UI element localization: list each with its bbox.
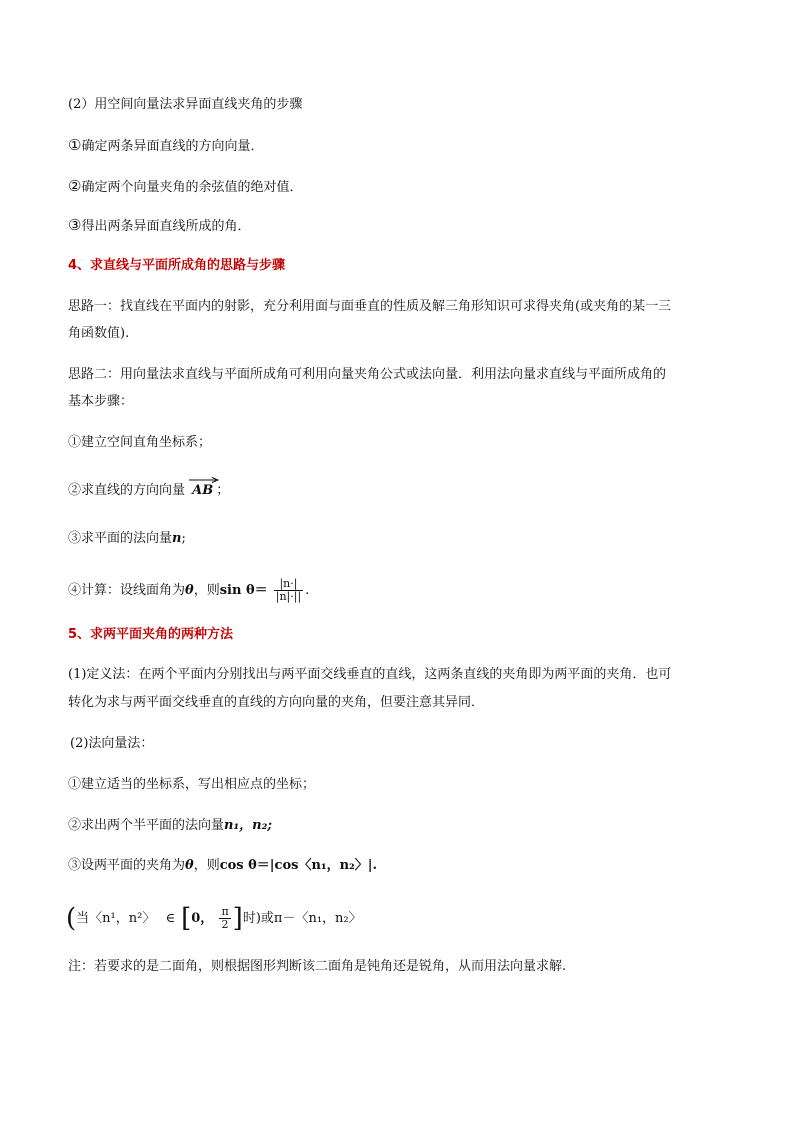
normal-var: n: [172, 531, 182, 546]
step-text: 确定两个向量夹角的余弦值的绝对值．: [81, 180, 303, 195]
step4-3: ③求平面的法向量n;: [68, 531, 186, 546]
def-line2: 转化为求与两平面交线垂直的直线的方向向量的夹角，但要注意其异同．: [68, 695, 485, 710]
section2-step-3: [68, 216, 250, 236]
normal-step-1: ①建立适当的坐标系，写出相应点的坐标；: [68, 777, 316, 792]
normal-method-title: (2)法向量法：: [70, 736, 154, 751]
step-text: 确定两条异面直线的方向向量．: [81, 139, 264, 154]
vector-arrow-icon: [189, 477, 219, 483]
idea2-line2: 基本步骤：: [68, 394, 134, 409]
section2-step-2: [68, 177, 302, 197]
step-marker: ②: [68, 177, 82, 195]
step4-4: ④计算：设线面角为θ，则sin θ＝ $\frac{|n\cdot|}{|n|\cdot||}$ .: [68, 577, 310, 603]
sin-fraction: $\frac{|n\cdot|}{|n|\cdot||}$: [275, 577, 302, 603]
section5-heading: 5、求两平面夹角的两种方法: [68, 627, 234, 642]
section2-step-1: [68, 136, 263, 156]
condition-line: (当〈n¹，n²〉 ∈ [0， $\frac{\pi}{2}$ ]时)或π－〈n₁，n₂〉: [66, 903, 362, 934]
step-marker: ③: [68, 216, 82, 234]
vector-ab: AB: [189, 482, 216, 500]
step-marker: ①: [68, 136, 82, 154]
step4-2: ②求直线的方向向量 AB ；: [68, 482, 229, 500]
normal-step-3: ③设两平面的夹角为θ，则cos θ＝|cos〈n₁，n₂〉|.: [68, 858, 377, 873]
step-text: 得出两条异面直线所成的角．: [81, 219, 251, 234]
section2-title: (2）用空间向量法求异面直线夹角的步骤: [68, 97, 303, 112]
pi-over-two-fraction: $\frac{\pi}{2}$: [221, 905, 229, 931]
def-line1: (1)定义法：在两个平面内分别找出与两平面交线垂直的直线，这两条直线的夹角即为两平面的夹角．也可: [68, 667, 672, 682]
idea1-line1: 思路一：找直线在平面内的射影，充分利用面与面垂直的性质及解三角形知识可求得夹角(或夹角的某一三: [68, 299, 672, 314]
idea2-line1: 思路二：用向量法求直线与平面所成角可利用向量夹角公式或法向量．利用法向量求直线与平面所成角的: [68, 367, 667, 382]
step-text: ②求直线的方向向量: [68, 483, 186, 498]
section4-heading: 4、求直线与平面所成角的思路与步骤: [68, 258, 286, 273]
normal-step-2: ②求出两个半平面的法向量n₁，n₂;: [68, 818, 273, 833]
note-line: 注：若要求的是二面角，则根据图形判断该二面角是钝角还是锐角，从而用法向量求解.: [68, 959, 567, 974]
step4-1: ①建立空间直角坐标系；: [68, 435, 212, 450]
idea1-line2: 角函数值).: [68, 326, 130, 341]
